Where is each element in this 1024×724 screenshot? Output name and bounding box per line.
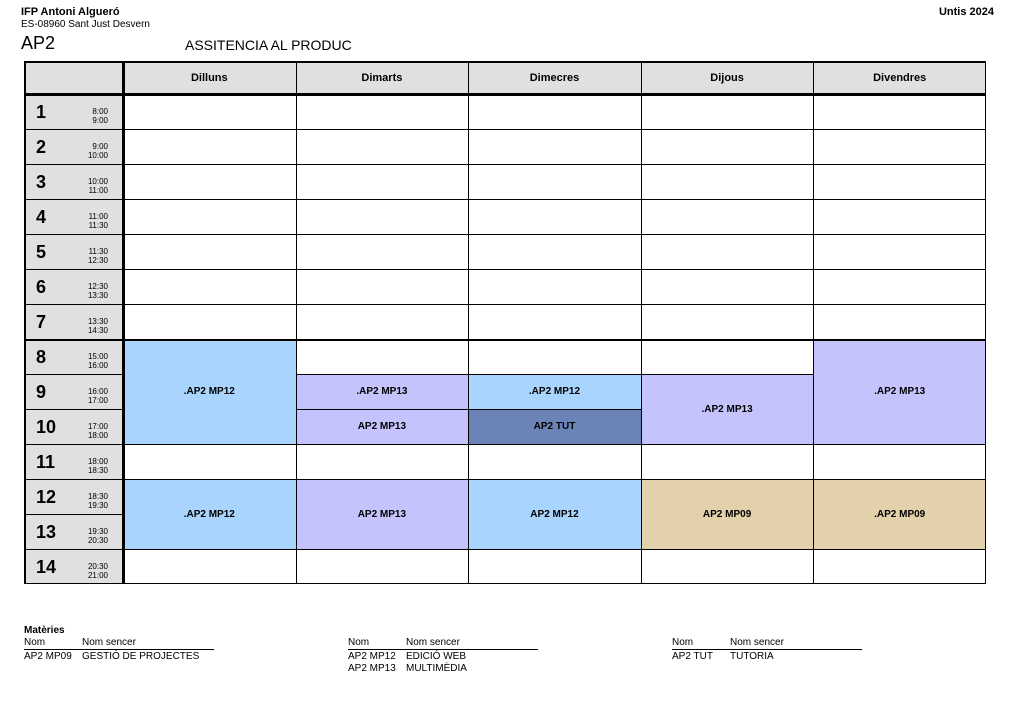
period-time [84,562,108,580]
period-start: 9:00 [92,142,108,151]
lesson-block[interactable]: .AP2 MP13 [641,374,814,444]
period-end: 12:30 [87,256,108,265]
grid-border [24,583,986,585]
grid-row-line [813,269,986,270]
grid-row-line [813,479,986,480]
grid-row-line [296,304,469,305]
period-time [84,247,108,265]
period-number: 10 [36,417,57,437]
period-cell [24,339,123,374]
grid-row-line [296,549,469,550]
period-cell [24,514,123,549]
period-end: 13:30 [87,291,108,300]
period-cell [24,129,123,164]
grid-row-line [24,514,123,515]
period-time [84,457,108,475]
lesson-block[interactable]: .AP2 MP12 [123,339,296,444]
grid-row-line [813,129,986,130]
period-number: 7 [36,312,47,332]
period-time [84,527,108,545]
grid-row-line [296,269,469,270]
period-number: 9 [36,382,47,402]
period-time [84,317,108,335]
lesson-block[interactable]: .AP2 MP13 [813,339,986,444]
grid-row-line [468,199,641,200]
grid-row-line [813,304,986,305]
timetable-grid [24,61,986,585]
grid-row-line [468,549,641,550]
grid-row-line [641,374,814,375]
period-start: 16:00 [87,387,108,396]
period-number: 12 [36,487,57,507]
grid-row-line [296,164,469,165]
grid-row-line [641,444,814,445]
period-end: 16:00 [87,361,108,370]
subject-code: AP2 MP13 [348,663,396,674]
period-end: 11:30 [88,221,108,230]
period-cell [24,234,123,269]
day-header: Dilluns [190,71,228,84]
lesson-block[interactable]: .AP2 MP09 [813,479,986,549]
school-name: IFP Antoni Algueró [21,6,120,18]
grid-row-line [123,199,296,200]
period-time [84,352,108,370]
grid-row-line [813,234,986,235]
lesson-block[interactable]: .AP2 MP12 [468,374,641,409]
period-cell [24,94,123,129]
period-end: 9:00 [92,116,108,125]
subject-name: MULTIMÈDIA [406,663,467,674]
period-time [84,422,108,440]
period-number: 1 [36,102,47,122]
legend-row [24,650,214,662]
subject-name: TUTORIA [730,651,774,662]
grid-row-line [24,479,123,480]
grid-divider [122,61,125,584]
period-start: 8:00 [92,107,108,116]
legend-row [348,650,538,662]
grid-border [24,61,986,63]
period-end: 11:00 [88,186,108,195]
period-time [84,212,108,230]
period-time [84,387,108,405]
class-code: AP2 [21,33,56,53]
grid-row-line [813,444,986,445]
lesson-block[interactable]: AP2 MP09 [641,479,814,549]
grid-row-line [24,409,123,410]
grid-border [24,61,26,584]
grid-row-line [468,374,641,375]
period-number: 11 [36,452,56,472]
grid-row-line [24,339,986,341]
grid-row-line [468,234,641,235]
grid-row-line [24,374,123,375]
period-start: 18:00 [87,457,108,466]
legend-header-name: Nom sencer [82,637,136,648]
grid-row-line [123,129,296,130]
subject-code: AP2 MP12 [348,651,396,662]
period-start: 18:30 [87,492,108,501]
grid-row-line [813,549,986,550]
period-end: 19:30 [87,501,108,510]
legend-header-code: Nom [672,637,694,648]
grid-row-line [641,129,814,130]
subject-code: AP2 TUT [672,651,713,662]
period-time [84,282,108,300]
period-end: 18:30 [87,466,108,475]
legend-header-name: Nom sencer [730,637,784,648]
lesson-block[interactable]: AP2 MP13 [296,409,469,444]
grid-divider [296,61,297,584]
period-start: 17:00 [87,422,108,431]
period-number: 4 [36,207,47,227]
period-cell [24,199,123,234]
period-number: 3 [36,172,47,192]
grid-border [985,61,987,584]
grid-row-line [123,444,296,445]
period-start: 20:30 [87,562,108,571]
grid-row-line [123,234,296,235]
period-number: 2 [36,137,47,157]
period-end: 21:00 [87,571,108,580]
grid-row-line [296,409,469,410]
grid-divider [24,93,986,96]
subject-code: AP2 MP09 [24,651,72,662]
legend-header-code: Nom [348,637,370,648]
period-end: 17:00 [87,396,108,405]
legend-title: Matèries [24,625,65,636]
grid-row-line [24,304,123,305]
grid-divider [641,61,642,584]
legend-column [348,637,538,674]
period-number: 5 [36,242,47,262]
grid-row-line [641,549,814,550]
period-start: 15:00 [87,352,108,361]
period-start: 11:30 [88,247,108,256]
grid-row-line [24,269,123,270]
grid-row-line [468,269,641,270]
lesson-block[interactable]: .AP2 MP13 [296,374,469,409]
subjects-legend [24,625,984,685]
lesson-block[interactable]: AP2 MP13 [296,479,469,549]
grid-row-line [296,129,469,130]
grid-row-line [813,199,986,200]
grid-row-line [468,164,641,165]
grid-divider [813,61,814,584]
grid-row-line [296,479,469,480]
period-number: 8 [36,347,47,367]
school-address: ES-08960 Sant Just Desvern [21,19,150,30]
period-start: 13:30 [87,317,108,326]
legend-row [672,650,862,662]
period-cell [24,444,123,479]
period-start: 19:30 [87,527,108,536]
grid-row-line [24,164,123,165]
period-cell [24,374,123,409]
lesson-block[interactable]: .AP2 MP12 [123,479,296,549]
legend-header [672,637,862,650]
grid-row-line [123,304,296,305]
period-cell [24,304,123,339]
grid-row-line [468,409,641,410]
lesson-block[interactable]: AP2 TUT [468,409,641,444]
period-time [84,492,108,510]
grid-row-line [296,199,469,200]
legend-column [672,637,862,662]
legend-column [24,637,214,662]
grid-row-line [468,444,641,445]
grid-row-line [296,444,469,445]
grid-row-line [813,164,986,165]
period-cell [24,164,123,199]
grid-row-line [24,234,123,235]
period-end: 18:00 [87,431,108,440]
grid-row-line [641,234,814,235]
grid-row-line [24,199,123,200]
period-number: 6 [36,277,47,297]
period-start: 11:00 [88,212,108,221]
grid-row-line [296,374,469,375]
grid-row-line [468,479,641,480]
grid-row-line [641,304,814,305]
day-header: Dijous [710,71,744,84]
lesson-block[interactable]: AP2 MP12 [468,479,641,549]
grid-row-line [24,549,123,550]
grid-row-line [123,549,296,550]
legend-header [348,637,538,650]
subject-name: GESTIÓ DE PROJECTES [82,651,200,662]
grid-row-line [24,129,123,130]
period-time [84,142,108,160]
grid-row-line [468,304,641,305]
grid-row-line [24,444,123,445]
grid-row-line [123,164,296,165]
grid-row-line [641,269,814,270]
day-header: Dimarts [361,71,403,84]
legend-row [348,662,538,674]
period-end: 20:30 [87,536,108,545]
grid-row-line [123,479,296,480]
grid-row-line [641,479,814,480]
period-cell [24,269,123,304]
legend-header-name: Nom sencer [406,637,460,648]
period-cell [24,409,123,444]
grid-row-line [123,269,296,270]
subject-name: EDICIÓ WEB [406,651,467,662]
grid-row-line [468,129,641,130]
period-cell [24,549,123,584]
grid-row-line [296,234,469,235]
grid-row-line [641,164,814,165]
class-name: ASSITENCIA AL PRODUC [185,37,352,53]
grid-row-line [641,199,814,200]
period-start: 12:30 [87,282,108,291]
legend-header [24,637,214,650]
period-time [84,107,108,125]
day-header: Dimecres [529,71,580,84]
period-end: 14:30 [87,326,108,335]
period-number: 14 [36,557,57,577]
period-cell [24,479,123,514]
period-end: 10:00 [87,151,108,160]
period-start: 10:00 [87,177,108,186]
day-header: Divendres [873,71,927,84]
period-number: 13 [36,522,57,542]
software-version: Untis 2024 [938,6,994,18]
grid-divider [468,61,469,584]
legend-header-code: Nom [24,637,46,648]
period-time [84,177,108,195]
